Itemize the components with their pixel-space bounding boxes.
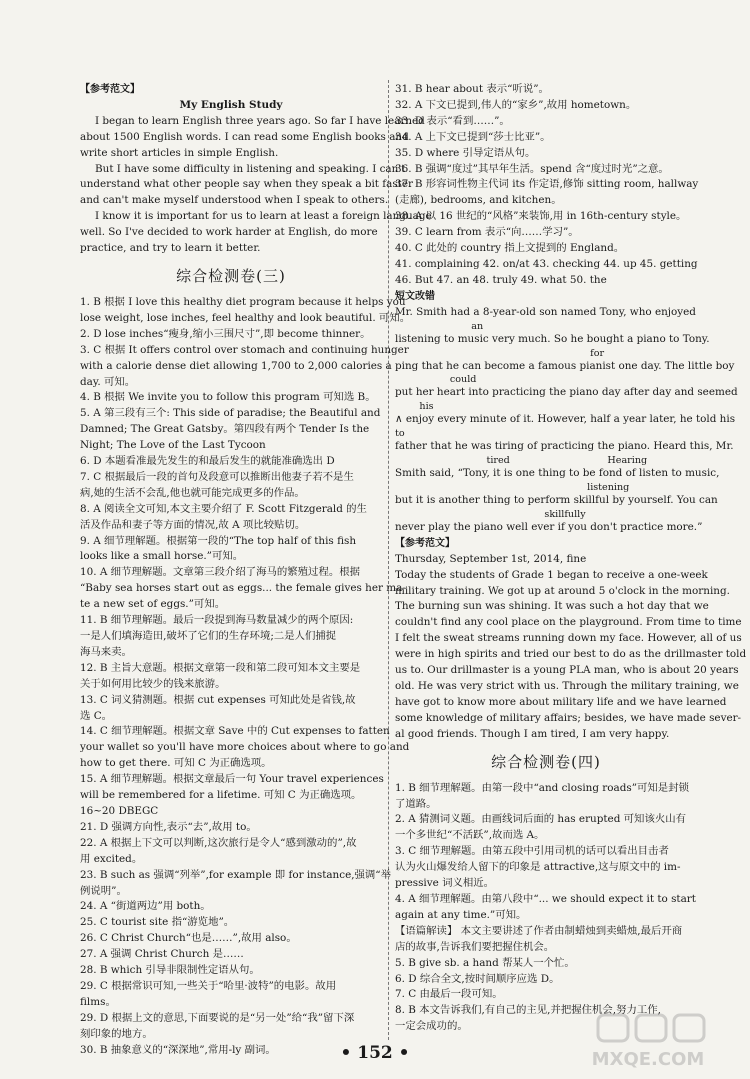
answer-list-right-top — [395, 82, 697, 289]
correction-line: ping that he can become a famous pianist one day. The little boy — [395, 359, 735, 372]
correction-line: but it is another thing to perform skillful by yourself. You can — [395, 494, 718, 507]
essay-line: I felt the sweat streams running down my face. However, all of us — [395, 632, 742, 645]
correction-fix: an — [395, 320, 484, 332]
answer-line: Night; The Love of the Last Tycoon — [80, 439, 266, 452]
answer-line: te a new set of eggs.”可知。 — [80, 598, 226, 611]
essay-line: practice, and try to learn it better. — [80, 242, 261, 255]
essay-line: about 1500 English words. I can read some English books and — [80, 130, 409, 143]
answer-line: 39. C learn from 表示“向……学习”。 — [395, 226, 579, 239]
answer-line: 海马来卖。 — [80, 645, 132, 658]
answer-line: how to get there. 可知 C 为正确选项。 — [80, 757, 272, 770]
answer-line: 34. A 上下文已提到“莎士比亚”。 — [395, 130, 551, 143]
answer-line: films。 — [80, 995, 116, 1008]
correction-fix: listening — [395, 482, 630, 494]
answer-line: 10. A 细节理解题。文章第三段介绍了海马的繁殖过程。根据 — [80, 566, 361, 579]
essay-line: The burning sun was shining. It was such a hot day that we — [395, 600, 709, 613]
essay-line: understand what other people say when they speak a bit faster — [80, 178, 413, 191]
correction-tag: 短文改错 — [395, 290, 435, 302]
correction-line: Smith said, “Tony, it is one thing to be fond of listen to music, — [395, 467, 720, 480]
essay-line: I know it is important for us to learn at least a foreign language — [95, 210, 432, 223]
answer-line: 关于如何用比较少的钱来旅游。 — [80, 677, 226, 690]
section-title-3: 综合检测卷(三) — [176, 266, 286, 285]
answer-line: 11. B 细节理解题。最后一段提到海马数量减少的两个原因: — [80, 614, 354, 627]
essay-line: old. He was very strict with us. Through the military training, we — [395, 680, 739, 692]
answer-line: 23. B such as 强调“列举”,for example 即 for instance,强调“举 — [80, 868, 392, 881]
answer-line: 5. B give sb. a hand 帮某人一个忙。 — [395, 956, 575, 969]
answer-line: 6. D 本题看准最先发生的和最后发生的就能准确选出 D — [80, 455, 335, 468]
watermark-text: MXQE.COM — [591, 1049, 705, 1070]
answer-line: 3. C 细节理解题。由第五段中引用司机的话可以看出目击者 — [395, 845, 669, 858]
answer-line: 【语篇解读】 本文主要讲述了作者由制蜡烛到卖蜡烛,最后开商 — [395, 924, 683, 937]
answer-line: 41. complaining 42. on/at 43. checking 44. up 45. getting — [395, 257, 698, 270]
answer-line: 3. C 根据 It offers control over stomach and continuing hunger — [80, 343, 409, 356]
answer-line: 1. B 根据 I love this healthy diet program because it helps you — [80, 295, 406, 308]
correction-fix: skillfully — [395, 508, 586, 520]
answer-list-right-bottom — [395, 781, 697, 1036]
answer-line: 29. C 根据常识可知,一些关于“哈里·波特”的电影。故用 — [80, 979, 337, 992]
answer-line: 15. A 细节理解题。根据文章最后一句 Your travel experiences — [80, 773, 384, 786]
right-column — [395, 82, 747, 1035]
sample-essay-2 — [395, 552, 747, 743]
answer-line: 1. B 细节理解题。由第一段中“and closing roads”可知是封锁 — [395, 781, 689, 794]
answer-line: 12. B 主旨大意题。根据文章第一段和第二段可知本文主要是 — [80, 661, 361, 674]
essay-line: us to. Our drillmaster is a young PLA man, who is about 20 years — [395, 664, 739, 677]
correction-fix: to — [395, 428, 405, 440]
answer-line: 7. C 根据最后一段的首句及段意可以推断出他妻子若不是生 — [80, 470, 354, 483]
correction-line: never play the piano well ever if you don't practice more.” — [395, 520, 703, 533]
essay-line: some knowledge of military affairs; besides, we have made sever- — [395, 711, 742, 724]
answer-line: 27. A 强调 Christ Church 是…… — [80, 948, 244, 961]
answer-line: 26. C Christ Church“也是……”,故用 also。 — [80, 932, 297, 945]
page-number: • 152 • — [340, 1043, 410, 1063]
correction-line: listening to music very much. So he bought a piano to Tony. — [395, 332, 710, 345]
sample-essay-tag: 【参考范文】 — [80, 84, 140, 95]
answer-line: Damned; The Great Gatsby。第四段有两个 Tender Is the — [80, 423, 370, 436]
answer-line: 38. A 以 16 世纪的“风格”来装饰,用 in 16th-century style。 — [395, 210, 687, 223]
answer-line: 37. B 形容词性物主代词 its 作定语,修饰 sitting room, hallway — [395, 178, 699, 191]
error-correction-passage — [395, 305, 738, 536]
answer-line: again at any time.”可知。 — [395, 908, 527, 921]
answer-line: 13. C 词义猜测题。根据 cut expenses 可知此处是省钱,故 — [80, 693, 356, 706]
answer-line: 4. B 根据 We invite you to follow this program 可知选 B。 — [80, 391, 376, 404]
answer-line: 了道路。 — [395, 797, 437, 810]
answer-line: lose weight, lose inches, feel healthy and look beautiful. 可知。 — [80, 311, 411, 324]
answer-line: 用 excited。 — [80, 852, 143, 865]
answer-line: pressive 词义相近。 — [395, 877, 495, 890]
correction-line: father that he was tiring of practicing the piano. Heard this, Mr. — [395, 440, 734, 453]
answer-line: 31. B hear about 表示“听说”。 — [395, 83, 549, 95]
answer-line: 21. D 强调方向性,表示“去”,故用 to。 — [80, 820, 257, 833]
sample-essay-tag-2: 【参考范文】 — [395, 537, 455, 549]
answer-line: 一个多世纪“不活跃”,故而选 A。 — [395, 829, 545, 842]
correction-fix: could — [395, 374, 477, 386]
answer-line: 6. D 综合全文,按时间顺序应选 D。 — [395, 972, 560, 985]
answer-line: 2. D lose inches“瘦身,缩小三围尺寸”,即 become thinner。 — [80, 327, 371, 340]
correction-line: ∧ enjoy every minute of it. However, half a year later, he told his — [395, 413, 736, 426]
essay-line: well. So I've decided to work harder at English, do more — [80, 226, 378, 239]
answer-line: 16~20 DBEGC — [80, 804, 159, 817]
answer-line: 病,她的生活不会乱,他也就可能完成更多的作品。 — [80, 486, 305, 499]
answer-line: 例说明”。 — [80, 884, 127, 897]
answer-line: 刻印象的地方。 — [80, 1027, 153, 1040]
answer-line: 选 C。 — [80, 709, 113, 722]
answer-line: “Baby sea horses start out as eggs... the female gives her ma- — [80, 582, 406, 595]
answer-line: 32. A 下文已提到,伟人的“家乡”,故用 hometown。 — [395, 98, 637, 111]
watermark-logo — [558, 1013, 738, 1073]
answer-line: 活及作品和妻子等方面的情况,故 A 项比较贴切。 — [80, 518, 306, 531]
correction-fix: his — [395, 401, 434, 413]
answer-line: 22. A 根据上下文可以判断,这次旅行是令人“感到激动的”,故 — [80, 836, 357, 849]
essay-line: Today the students of Grade 1 began to receive a one-week — [395, 568, 708, 581]
correction-line: put her heart into practicing the piano day after day and seemed — [395, 386, 738, 399]
answer-line: 7. C 由最后一段可知。 — [395, 988, 503, 1001]
answer-line: 8. A 阅读全文可知,本文主要介绍了 F. Scott Fitzgerald 的生 — [80, 502, 367, 515]
essay-line: But I have some difficulty in listening and speaking. I can't — [95, 162, 406, 175]
essay-title: My English Study — [179, 98, 283, 111]
essay-body — [80, 114, 432, 257]
answer-line: 14. C 细节理解题。根据文章 Save 中的 Cut expenses to fatten — [80, 725, 390, 738]
answer-line: 8. B 本文告诉我们,有自己的主见,并把握住机会,努力工作, — [395, 1004, 661, 1017]
essay-line: couldn't find any cool place on the playground. From time to time — [395, 616, 742, 629]
essay-line: al good friends. Though I am tired, I am very happy. — [395, 727, 670, 740]
answer-line: 29. D 根据上文的意思,下面要说的是“另一处”给“我”留下深 — [80, 1011, 355, 1024]
answer-line: 一是人们填海造田,破坏了它们的生存环境;二是人们捕捉 — [80, 630, 337, 642]
answer-line: 30. B 抽象意义的“深深地”,常用-ly 副词。 — [80, 1043, 276, 1056]
answer-line: 店的故事,告诉我们要把握住机会。 — [395, 940, 555, 953]
essay-line: military training. We got up at around 5 o'clock in the morning. — [395, 584, 730, 597]
essay-line: I began to learn English three years ago. So far I have learned — [95, 114, 425, 127]
section-title-4: 综合检测卷(四) — [491, 752, 601, 771]
answer-line: 36. B 强调“度过”其早年生活。spend 含“度过时光”之意。 — [395, 162, 669, 175]
essay-line: and can't make myself understood when I speak to others. — [80, 194, 389, 207]
correction-fix: for — [395, 347, 605, 359]
answer-line: 46. But 47. an 48. truly 49. what 50. the — [395, 273, 607, 286]
answer-line: 4. A 细节理解题。由第八段中“... we should expect it to start — [395, 892, 696, 905]
answer-line: 5. A 第三段有三个: This side of paradise; the Beautiful and — [80, 407, 381, 420]
answer-line: with a calorie dense diet allowing 1,700 to 2,000 calories a — [80, 359, 392, 372]
answer-line: 33. D 表示“看到……”。 — [395, 114, 510, 127]
answer-line: looks like a small horse.”可知。 — [80, 550, 244, 563]
essay-line: were in high spirits and tried our best to do as the drillmaster told — [395, 648, 747, 661]
essay-line: Thursday, September 1st, 2014, fine — [395, 552, 587, 565]
answer-line: will be remembered for a lifetime. 可知 C 为正确选项。 — [80, 789, 362, 802]
answer-line: 40. C 此处的 country 指上文提到的 England。 — [395, 242, 625, 255]
answer-line: (走廊), bedrooms, and kitchen。 — [395, 194, 562, 207]
answer-line: your wallet so you'll have more choices about where to go and — [80, 741, 410, 754]
answer-line: day. 可知。 — [80, 375, 136, 388]
essay-line: have got to know more about military life and we have learned — [395, 695, 727, 708]
correction-line: Mr. Smith had a 8-year-old son named Tony, who enjoyed — [395, 305, 696, 318]
answer-line: 一定会成功的。 — [395, 1020, 468, 1033]
answer-line: 25. C tourist site 指“游览地”。 — [80, 916, 235, 929]
answer-line: 24. A “街道两边”用 both。 — [80, 900, 211, 913]
answer-line: 9. A 细节理解题。根据第一段的“The top half of this fish — [80, 534, 357, 547]
answer-line: 35. D where 引导定语从句。 — [395, 146, 536, 159]
essay-line: write short articles in simple English. — [80, 146, 279, 159]
answer-line: 28. B which 引导非限制性定语从句。 — [80, 964, 260, 977]
answer-line: 认为火山爆发给人留下的印象是 attractive,这与原文中的 im- — [395, 861, 681, 874]
correction-fix: tired Hearing — [395, 455, 648, 467]
answer-line: 2. A 猜测词义题。由画线词后面的 has erupted 可知该火山有 — [395, 813, 687, 826]
